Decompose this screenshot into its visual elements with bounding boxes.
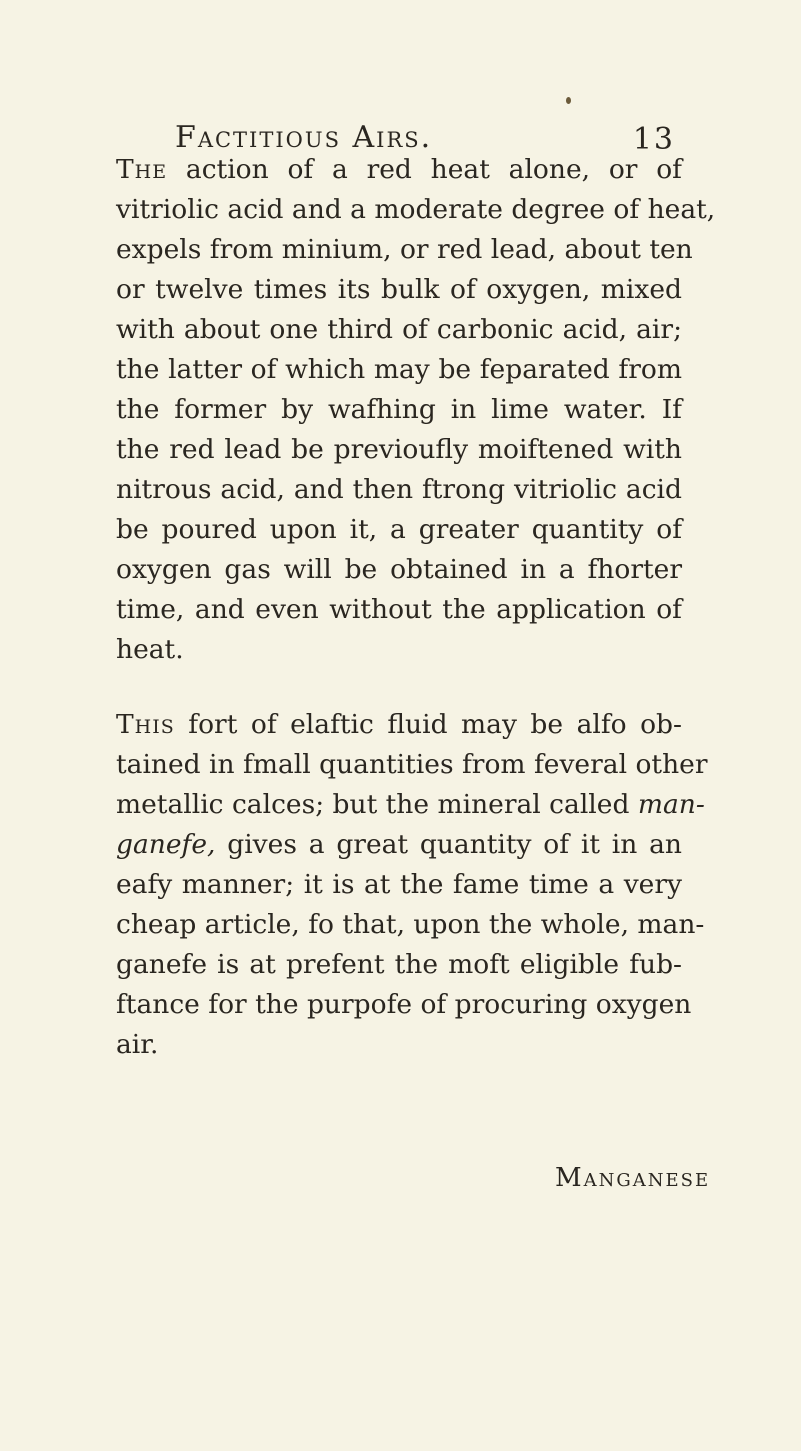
italic-word: ganefe,: [116, 829, 216, 860]
text-line: [116, 705, 682, 745]
lead-word: The: [116, 154, 168, 185]
text-line: the latter of which may be feparated from: [116, 354, 682, 385]
italic-word: man-: [637, 789, 705, 820]
ink-speck: [566, 97, 571, 104]
text-line: [116, 825, 682, 865]
line-text: metallic calces; but the mineral called: [116, 789, 630, 820]
text-line: the red lead be previoufly moiftened with: [116, 434, 682, 465]
running-title: Factitious Airs.: [175, 120, 433, 155]
text-line: tained in fmall quantities from feveral other: [116, 749, 708, 780]
text-line: [116, 150, 682, 190]
text-line: or twelve times its bulk of oxygen, mixed: [116, 274, 682, 305]
text-line: vitriolic acid and a moderate degree of heat,: [116, 194, 716, 225]
text-line: the former by wafhing in lime water. If: [116, 394, 682, 425]
text-line: oxygen gas will be obtained in a fhorter: [116, 554, 682, 585]
text-line: with about one third of carbonic acid, air;: [116, 314, 682, 345]
line-text: gives a great quantity of it in an: [227, 829, 682, 860]
text-line: eafy manner; it is at the fame time a very: [116, 869, 682, 900]
text-line: time, and even without the application of: [116, 594, 682, 625]
text-line: air.: [116, 1029, 159, 1060]
text-line: [116, 785, 705, 825]
text-line: expels from minium, or red lead, about ten: [116, 234, 693, 265]
text-line: ftance for the purpofe of procuring oxygen: [116, 989, 692, 1020]
text-line: heat.: [116, 634, 184, 665]
lead-word: This: [116, 709, 175, 740]
line-text: fort of elaftic fluid may be alfo ob-: [188, 709, 682, 740]
page-number: 13: [632, 122, 675, 157]
catchword: Manganese: [555, 1163, 711, 1193]
text-line: ganefe is at prefent the moft eligible fub-: [116, 949, 682, 980]
text-line: be poured upon it, a greater quantity of: [116, 514, 682, 545]
text-line: nitrous acid, and then ftrong vitriolic acid: [116, 474, 682, 505]
line-text: action of a red heat alone, or of: [185, 154, 682, 185]
text-line: cheap article, fo that, upon the whole, man-: [116, 909, 705, 940]
